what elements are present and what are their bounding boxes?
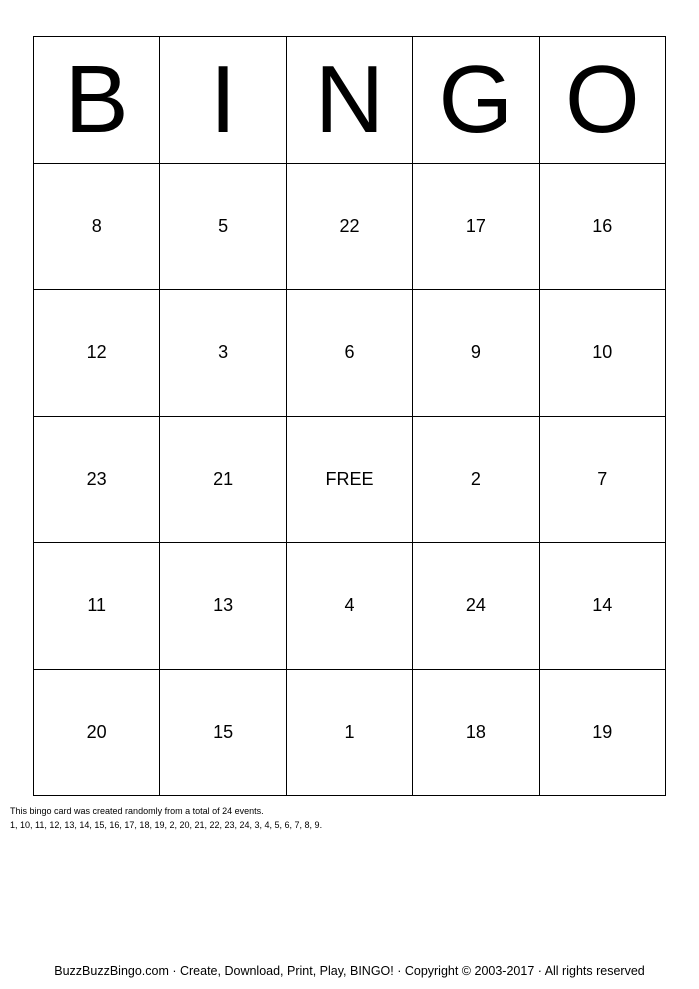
bingo-cell: 21 — [160, 417, 286, 544]
bingo-cell: 24 — [413, 543, 539, 670]
bingo-cell: 18 — [413, 670, 539, 797]
bingo-cell: 11 — [34, 543, 160, 670]
header-letter-g: G — [413, 37, 539, 164]
header-letter-n: N — [287, 37, 413, 164]
bingo-cell: 10 — [540, 290, 666, 417]
bingo-cell: 1 — [287, 670, 413, 797]
card-generation-note: This bingo card was created randomly from a total of 24 events. — [10, 806, 264, 816]
bingo-cell: 15 — [160, 670, 286, 797]
bingo-cell: 23 — [34, 417, 160, 544]
bingo-cell: 16 — [540, 164, 666, 291]
footer-copyright: BuzzBuzzBingo.com · Create, Download, Print, Play, BINGO! · Copyright © 2003-2017 · All rights reserved — [54, 964, 645, 978]
bingo-cell: 5 — [160, 164, 286, 291]
bingo-cell: 4 — [287, 543, 413, 670]
event-list: 1, 10, 11, 12, 13, 14, 15, 16, 17, 18, 19, 2, 20, 21, 22, 23, 24, 3, 4, 5, 6, 7, 8, 9. — [10, 820, 323, 830]
header-letter-b: B — [34, 37, 160, 164]
bingo-cell: 12 — [34, 290, 160, 417]
bingo-cell: 22 — [287, 164, 413, 291]
free-space-cell: FREE — [287, 417, 413, 544]
bingo-card — [33, 36, 666, 796]
bingo-cell: 7 — [540, 417, 666, 544]
bingo-cell: 13 — [160, 543, 286, 670]
header-letter-i: I — [160, 37, 286, 164]
bingo-cell: 3 — [160, 290, 286, 417]
bingo-cell: 2 — [413, 417, 539, 544]
bingo-cell: 19 — [540, 670, 666, 797]
bingo-cell: 8 — [34, 164, 160, 291]
bingo-cell: 20 — [34, 670, 160, 797]
bingo-cell: 14 — [540, 543, 666, 670]
bingo-cell: 9 — [413, 290, 539, 417]
bingo-cell: 17 — [413, 164, 539, 291]
header-letter-o: O — [540, 37, 666, 164]
bingo-cell: 6 — [287, 290, 413, 417]
